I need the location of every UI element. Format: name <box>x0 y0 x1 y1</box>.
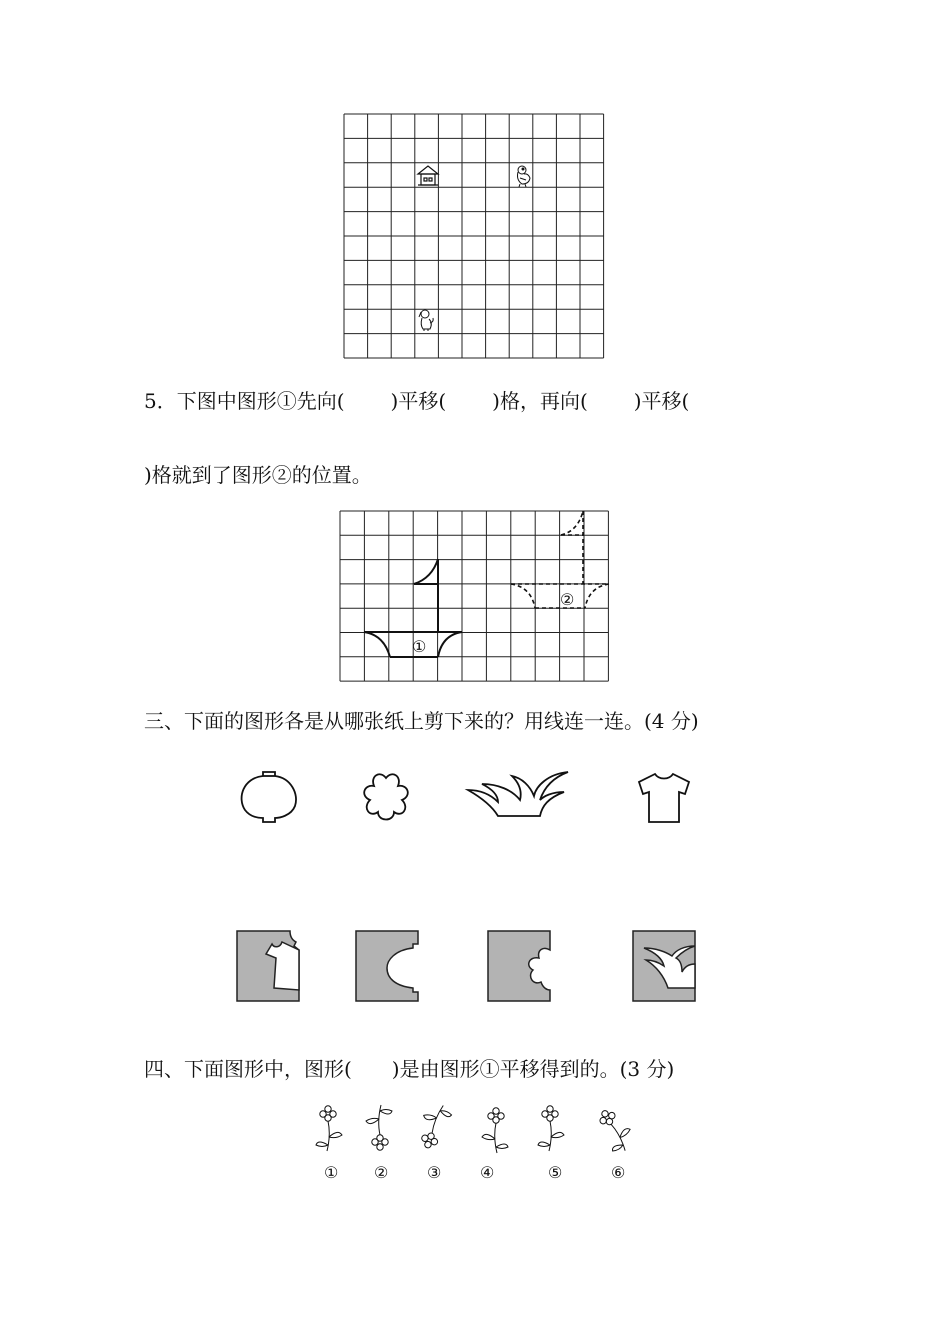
q5-line2: )格就到了图形②的位置。 <box>144 463 372 487</box>
shape-flower[interactable] <box>356 768 416 828</box>
q5-line1 <box>144 389 689 413</box>
shape-lantern[interactable] <box>235 768 305 828</box>
q5-text-b: )格，再向( <box>492 389 588 413</box>
sprig-label-4: ④ <box>480 1163 495 1182</box>
flower-sprigs <box>310 1105 650 1155</box>
sprig-label-2: ② <box>374 1163 389 1182</box>
shape-shirt[interactable] <box>635 770 695 830</box>
sprig-label-1: ① <box>324 1163 339 1182</box>
sprig-label-5: ⑤ <box>548 1163 563 1182</box>
sprig-label-3: ③ <box>427 1163 442 1182</box>
sprig-label-6: ⑥ <box>611 1163 626 1182</box>
sprig-5[interactable] <box>538 1106 564 1151</box>
house-icon <box>418 166 438 185</box>
paper-flower-cutout[interactable] <box>487 930 551 1002</box>
map-grid <box>344 114 604 359</box>
figure-1-label: ① <box>412 637 427 656</box>
sprig-4[interactable] <box>482 1108 508 1153</box>
paper-lantern-cutout[interactable] <box>355 930 419 1002</box>
figure-2-label: ② <box>560 590 575 609</box>
paper-shirt-cutout[interactable] <box>236 930 300 1002</box>
section-3-title: 三、下面的图形各是从哪张纸上剪下来的？用线连一连。(4 分) <box>144 709 699 733</box>
sprig-2[interactable] <box>366 1105 392 1150</box>
q5-text-c: )平移( <box>633 389 690 413</box>
q5-text-a: )平移( <box>390 389 447 413</box>
sprig-1[interactable] <box>316 1106 342 1151</box>
dog-icon <box>419 310 433 331</box>
sprig-6[interactable] <box>593 1104 638 1156</box>
shape-grass[interactable] <box>468 770 573 820</box>
paper-grass-cutout[interactable] <box>632 930 696 1002</box>
sprig-3[interactable] <box>414 1100 454 1151</box>
section-4-title: 四、下面图形中，图形( )是由图形①平移得到的。(3 分) <box>144 1057 675 1081</box>
bird-icon <box>518 166 531 187</box>
q5-text-start: 5．下图中图形①先向( <box>144 389 345 413</box>
